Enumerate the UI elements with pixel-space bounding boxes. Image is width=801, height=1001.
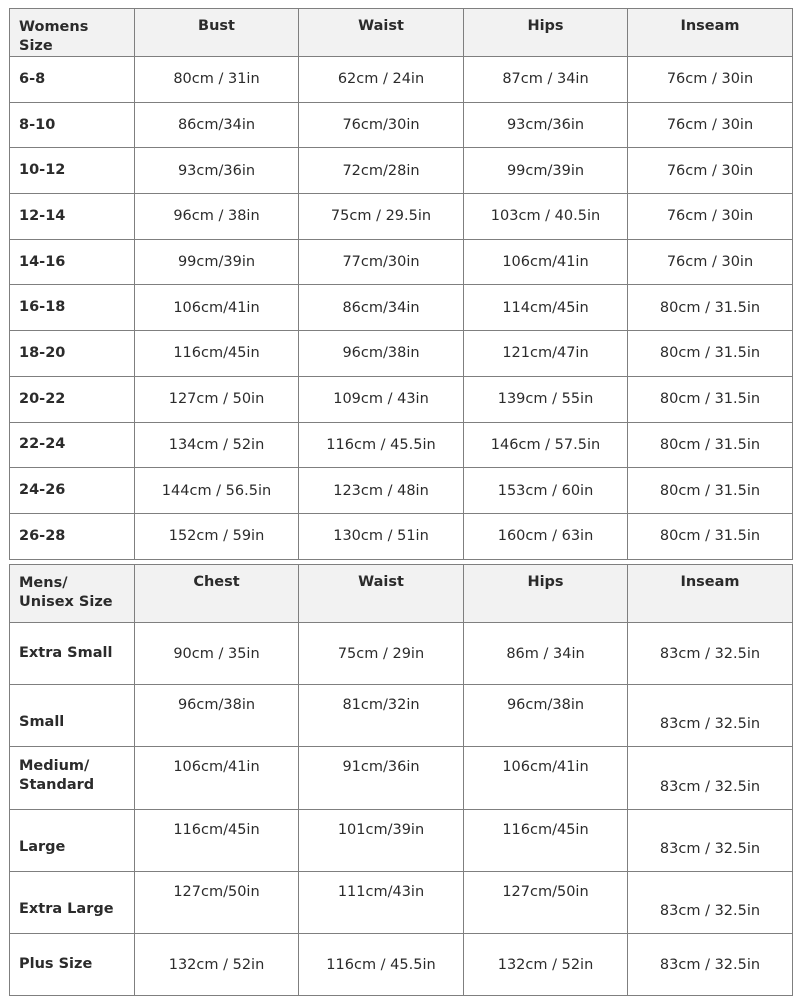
womens-table-row (10, 422, 793, 468)
womens-waist-cell: 77cm/30in (299, 239, 464, 285)
womens-table-row (10, 468, 793, 514)
womens-hips-cell: 99cm/39in (464, 148, 628, 194)
womens-table-row (10, 102, 793, 148)
mens-chest-cell: 96cm/38in (135, 685, 299, 747)
mens-hips-cell: 86m / 34in (464, 623, 628, 685)
womens-size-cell: 10-12 (10, 148, 135, 194)
womens-table-row (10, 148, 793, 194)
mens-inseam-header: Inseam (628, 565, 793, 623)
mens-waist-cell: 101cm/39in (299, 809, 464, 871)
womens-inseam-cell: 80cm / 31.5in (628, 468, 793, 514)
mens-waist-header: Waist (299, 565, 464, 623)
mens-table-row (10, 933, 793, 995)
womens-size-cell: 6-8 (10, 57, 135, 103)
womens-waist-header: Waist (299, 9, 464, 57)
womens-hips-cell: 139cm / 55in (464, 376, 628, 422)
mens-inseam-cell: 83cm / 32.5in (628, 809, 793, 871)
womens-hips-cell: 121cm/47in (464, 331, 628, 377)
mens-chest-cell: 90cm / 35in (135, 623, 299, 685)
womens-size-cell: 22-24 (10, 422, 135, 468)
mens-hips-cell: 116cm/45in (464, 809, 628, 871)
mens-waist-cell: 91cm/36in (299, 747, 464, 809)
womens-table-row (10, 513, 793, 559)
womens-waist-cell: 86cm/34in (299, 285, 464, 331)
womens-inseam-cell: 80cm / 31.5in (628, 331, 793, 377)
womens-hips-cell: 160cm / 63in (464, 513, 628, 559)
mens-chest-cell: 116cm/45in (135, 809, 299, 871)
womens-waist-cell: 116cm / 45.5in (299, 422, 464, 468)
mens-waist-cell: 111cm/43in (299, 871, 464, 933)
mens-header-row (10, 565, 793, 623)
womens-waist-cell: 72cm/28in (299, 148, 464, 194)
mens-waist-cell: 81cm/32in (299, 685, 464, 747)
womens-hips-cell: 153cm / 60in (464, 468, 628, 514)
womens-waist-cell: 123cm / 48in (299, 468, 464, 514)
womens-bust-cell: 93cm/36in (135, 148, 299, 194)
womens-size-cell: 16-18 (10, 285, 135, 331)
womens-table-row (10, 57, 793, 103)
womens-hips-cell: 114cm/45in (464, 285, 628, 331)
womens-hips-cell: 93cm/36in (464, 102, 628, 148)
womens-bust-cell: 86cm/34in (135, 102, 299, 148)
mens-size-cell: Small (10, 685, 135, 747)
womens-inseam-cell: 80cm / 31.5in (628, 285, 793, 331)
mens-chest-cell: 127cm/50in (135, 871, 299, 933)
womens-size-cell: 14-16 (10, 239, 135, 285)
womens-size-cell: 8-10 (10, 102, 135, 148)
womens-hips-header: Hips (464, 9, 628, 57)
womens-waist-cell: 62cm / 24in (299, 57, 464, 103)
womens-bust-cell: 127cm / 50in (135, 376, 299, 422)
mens-size-cell: Medium/ Standard (10, 747, 135, 809)
mens-hips-header: Hips (464, 565, 628, 623)
mens-chest-cell: 106cm/41in (135, 747, 299, 809)
womens-waist-cell: 130cm / 51in (299, 513, 464, 559)
womens-waist-cell: 96cm/38in (299, 331, 464, 377)
mens-size-table (9, 564, 793, 996)
mens-chest-header: Chest (135, 565, 299, 623)
mens-size-header: Mens/ Unisex Size (10, 565, 135, 623)
mens-hips-cell: 127cm/50in (464, 871, 628, 933)
womens-inseam-cell: 76cm / 30in (628, 194, 793, 240)
womens-size-cell: 12-14 (10, 194, 135, 240)
womens-hips-cell: 87cm / 34in (464, 57, 628, 103)
mens-waist-cell: 75cm / 29in (299, 623, 464, 685)
womens-bust-header: Bust (135, 9, 299, 57)
mens-hips-cell: 132cm / 52in (464, 933, 628, 995)
mens-size-cell: Large (10, 809, 135, 871)
womens-table-row (10, 194, 793, 240)
mens-inseam-cell: 83cm / 32.5in (628, 871, 793, 933)
womens-header-row (10, 9, 793, 57)
mens-waist-cell: 116cm / 45.5in (299, 933, 464, 995)
mens-hips-cell: 106cm/41in (464, 747, 628, 809)
mens-hips-cell: 96cm/38in (464, 685, 628, 747)
womens-waist-cell: 75cm / 29.5in (299, 194, 464, 240)
womens-bust-cell: 99cm/39in (135, 239, 299, 285)
womens-waist-cell: 109cm / 43in (299, 376, 464, 422)
womens-size-cell: 18-20 (10, 331, 135, 377)
mens-table-row (10, 623, 793, 685)
womens-hips-cell: 103cm / 40.5in (464, 194, 628, 240)
womens-bust-cell: 96cm / 38in (135, 194, 299, 240)
womens-inseam-cell: 76cm / 30in (628, 57, 793, 103)
mens-table-row (10, 871, 793, 933)
womens-bust-cell: 80cm / 31in (135, 57, 299, 103)
womens-bust-cell: 106cm/41in (135, 285, 299, 331)
womens-size-cell: 20-22 (10, 376, 135, 422)
womens-size-cell: 26-28 (10, 513, 135, 559)
womens-bust-cell: 116cm/45in (135, 331, 299, 377)
womens-bust-cell: 144cm / 56.5in (135, 468, 299, 514)
mens-size-cell: Extra Small (10, 623, 135, 685)
womens-inseam-cell: 76cm / 30in (628, 239, 793, 285)
womens-bust-cell: 152cm / 59in (135, 513, 299, 559)
womens-size-cell: 24-26 (10, 468, 135, 514)
womens-inseam-cell: 80cm / 31.5in (628, 422, 793, 468)
mens-inseam-cell: 83cm / 32.5in (628, 747, 793, 809)
mens-inseam-cell: 83cm / 32.5in (628, 623, 793, 685)
mens-inseam-cell: 83cm / 32.5in (628, 685, 793, 747)
womens-size-header: Womens Size (10, 9, 135, 57)
womens-hips-cell: 146cm / 57.5in (464, 422, 628, 468)
womens-table-row (10, 285, 793, 331)
womens-inseam-cell: 80cm / 31.5in (628, 376, 793, 422)
mens-inseam-cell: 83cm / 32.5in (628, 933, 793, 995)
womens-table-row (10, 331, 793, 377)
mens-table-row (10, 809, 793, 871)
womens-inseam-header: Inseam (628, 9, 793, 57)
womens-size-table (9, 8, 793, 560)
womens-hips-cell: 106cm/41in (464, 239, 628, 285)
mens-chest-cell: 132cm / 52in (135, 933, 299, 995)
womens-table-row (10, 376, 793, 422)
womens-inseam-cell: 76cm / 30in (628, 102, 793, 148)
womens-waist-cell: 76cm/30in (299, 102, 464, 148)
womens-table-row (10, 239, 793, 285)
womens-inseam-cell: 80cm / 31.5in (628, 513, 793, 559)
womens-bust-cell: 134cm / 52in (135, 422, 299, 468)
mens-size-cell: Extra Large (10, 871, 135, 933)
mens-table-row (10, 747, 793, 809)
womens-inseam-cell: 76cm / 30in (628, 148, 793, 194)
mens-size-cell: Plus Size (10, 933, 135, 995)
mens-table-row (10, 685, 793, 747)
